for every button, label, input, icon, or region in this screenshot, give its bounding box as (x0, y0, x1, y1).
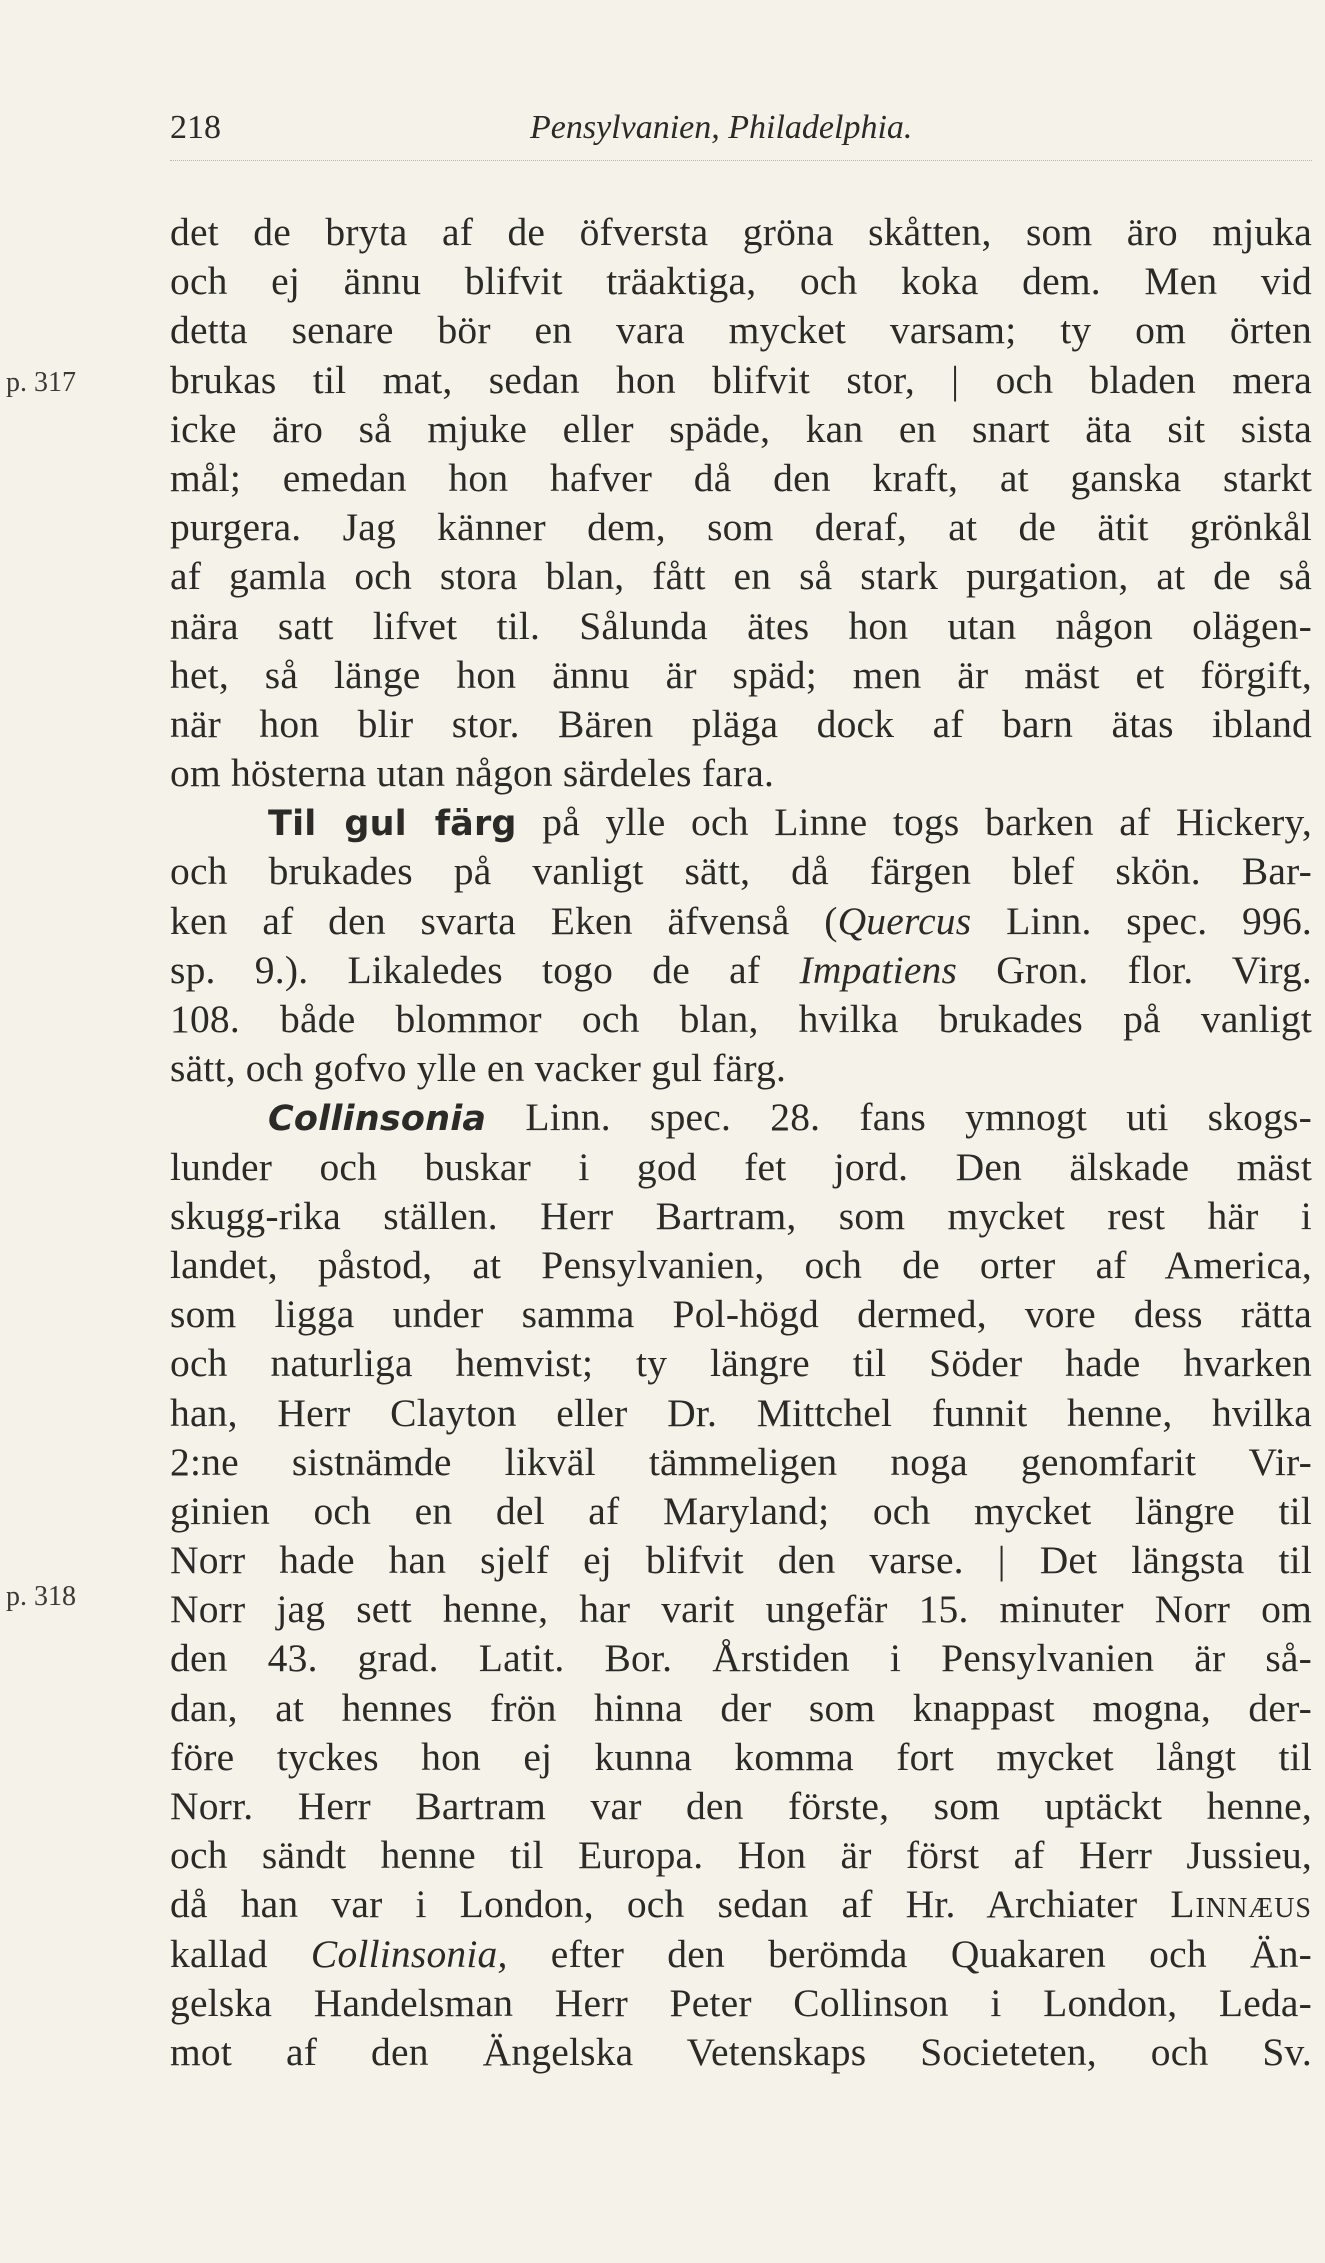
text-line: som ligga under samma Pol-högd dermed, vore dess rätta (170, 1292, 1312, 1337)
page-header (170, 105, 1312, 151)
text-line: gelska Handelsman Herr Peter Collinson i London, Leda- (170, 1980, 1312, 2025)
text-line (170, 1880, 1312, 1929)
text-line: 2:ne sistnämde likväl tämmeligen noga genomfarit Vir- (170, 1439, 1312, 1484)
page-number: 218 (170, 109, 221, 146)
latin-term: Collinsonia, (310, 1931, 508, 1976)
text-line (170, 897, 1312, 946)
text-run: Gron. flor. Virg. (957, 947, 1312, 992)
text-line: mål; emedan hon hafver då den kraft, at ganska starkt (170, 455, 1312, 500)
text-line: före tyckes hon ej kunna komma fort mycket långt til (170, 1734, 1312, 1779)
text-run: Linn. spec. 996. (971, 898, 1312, 943)
text-line: 108. både blommor och blan, hvilka brukades på vanligt (170, 997, 1312, 1041)
latin-term: Impatiens (799, 947, 958, 992)
text-line: den 43. grad. Latit. Bor. Årstiden i Pensylvanien är så- (170, 1636, 1312, 1681)
running-title: Pensylvanien, Philadelphia. (530, 109, 913, 146)
text-run: ken af den svarta Eken äfvenså ( (170, 898, 838, 943)
text-line (170, 946, 1312, 995)
margin-note-p318: p. 318 (6, 1581, 76, 1612)
text-line: och ej ännu blifvit träaktiga, och koka dem. Men vid (170, 259, 1312, 304)
text-line: dan, at hennes frön hinna der som knappast mogna, der- (170, 1685, 1312, 1730)
text-line (170, 1093, 1312, 1142)
text-run: på ylle och Linne togs barken af Hickery, (516, 800, 1312, 845)
text-line: nära satt lifvet til. Sålunda ätes hon utan någon olägen- (170, 603, 1312, 648)
text-run: sp. 9.). Likaledes togo de af (170, 947, 800, 992)
text-line (170, 798, 1312, 847)
text-line: sätt, och gofvo ylle en vacker gul färg. (170, 1046, 787, 1091)
text-run: då han var i London, och sedan af Hr. Archiater (170, 1882, 1171, 1927)
text-line: om hösterna utan någon särdeles fara. (170, 751, 775, 796)
margin-note-p317: p. 317 (6, 367, 76, 398)
text-line: och sändt henne til Europa. Hon är först af Herr Jussieu, (170, 1833, 1312, 1878)
author-name: Linnæus (1170, 1882, 1312, 1927)
emphasis-heading: Til gul färg (268, 804, 517, 845)
text-line: landet, påstod, at Pensylvanien, och de orter af America, (170, 1242, 1312, 1287)
text-line: skugg-rika ställen. Herr Bartram, som mycket rest här i (170, 1193, 1312, 1238)
text-line: af gamla och stora blan, fått en så stark purgation, at de så (170, 554, 1312, 599)
header-rule (170, 160, 1312, 161)
text-line: lunder och buskar i god fet jord. Den älskade mäst (170, 1144, 1312, 1189)
text-line: han, Herr Clayton eller Dr. Mittchel funnit henne, hvilka (170, 1390, 1312, 1435)
latin-term: Quercus (837, 898, 972, 943)
body-text (170, 208, 1312, 2077)
text-line: purgera. Jag känner dem, som deraf, at de ätit grönkål (170, 505, 1312, 550)
emphasis-heading: Collinsonia (268, 1099, 487, 1140)
text-line: Norr jag sett henne, har varit ungefär 15. minuter Norr om (170, 1587, 1312, 1632)
text-line (170, 1930, 1312, 1979)
text-line: det de bryta af de öfversta gröna skåtten, som äro mjuka (170, 210, 1312, 254)
text-line: brukas til mat, sedan hon blifvit stor, | och bladen mera (170, 357, 1312, 402)
text-run: kallad (170, 1931, 311, 1976)
text-line: och brukades på vanligt sätt, då färgen blef skön. Bar- (170, 849, 1312, 894)
text-line: när hon blir stor. Bären pläga dock af barn ätas ibland (170, 701, 1312, 746)
text-line: detta senare bör en vara mycket varsam; ty om örten (170, 308, 1312, 353)
text-line: icke äro så mjuke eller späde, kan en snart äta sit sista (170, 406, 1312, 451)
text-run: Linn. spec. 28. fans ymnogt uti skogs- (486, 1095, 1312, 1140)
text-line: och naturliga hemvist; ty längre til Söder hade hvarken (170, 1341, 1312, 1386)
text-line: het, så länge hon ännu är späd; men är mäst et förgift, (170, 652, 1312, 697)
text-line: Norr. Herr Bartram var den förste, som uptäckt henne, (170, 1784, 1312, 1828)
text-line: Norr hade han sjelf ej blifvit den varse. | Det längsta til (170, 1538, 1312, 1583)
text-line: mot af den Ängelska Vetenskaps Societeten, och Sv. (170, 2029, 1312, 2074)
text-line: ginien och en del af Maryland; och mycket längre til (170, 1488, 1312, 1533)
text-run: efter den berömda Quakaren och Än- (507, 1931, 1312, 1976)
